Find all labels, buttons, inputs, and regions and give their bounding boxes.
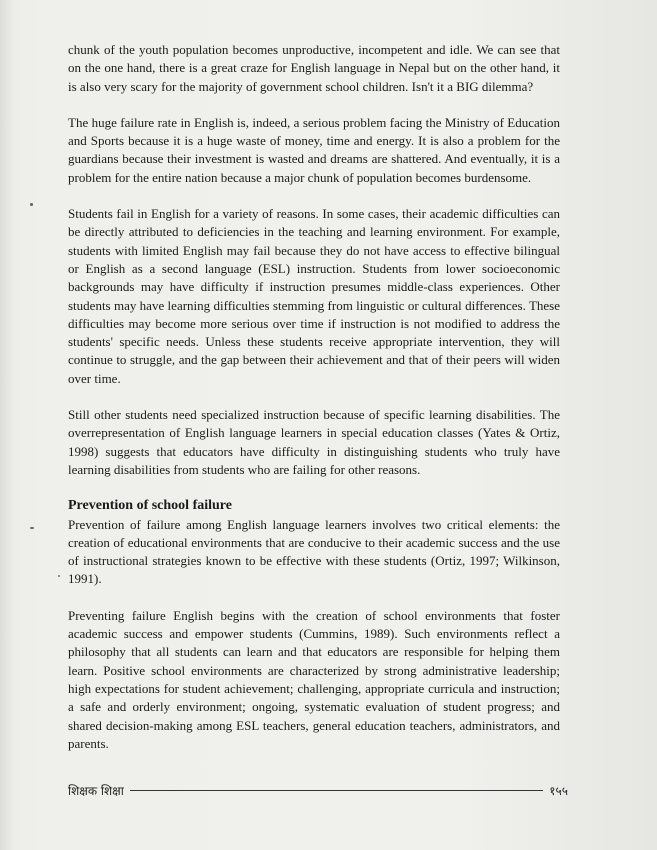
- paragraph: The huge failure rate in English is, indeed, a serious problem facing the Ministry of Education and Sports because it is a huge waste of money, time and energy. It is also a problem for the guardians because their investment is wasted and dreams are shattered. And eventually, it is a problem for the entire nation because a major chunk of population becomes burdensome.: [68, 114, 560, 185]
- paragraph: Students fail in English for a variety of reasons. In some cases, their academic difficulties can be directly attributed to deficiencies in the teaching and learning environment. For example, students with limited English may fail because they do not have access to effective bilingual or English as a second language (ESL) instruction. Students from lower socioeconomic backgrounds may have difficulty if instruction presumes middle-class experiences. Other students may have learning difficulties stemming from linguistic or cultural differences. These difficulties may become more serious over time if instruction is not modified to address the students' specific needs. Unless these students receive appropriate intervention, they will continue to struggle, and the gap between their achievement and that of their peers will widen over time.: [68, 206, 560, 386]
- page-footer: [68, 780, 568, 800]
- binding-mark: [30, 527, 34, 529]
- page-body: [68, 41, 560, 771]
- paragraph: Preventing failure English begins with the creation of school environments that foster academic success and empower students (Cummins, 1989). Such environments reflect a philosophy that all students can learn and that educators are responsible for helping them learn. Positive school environments are characterized by strong administrative leadership; high expectations for student achievement; challenging, appropriate curricula and instruction; a safe and orderly environment; ongoing, systematic evaluation of student progress; and shared decision-making among ESL teachers, general education teachers, administrators, and parents.: [68, 607, 560, 751]
- binding-mark: [30, 203, 33, 206]
- paragraph: Still other students need specialized instruction because of specific learning disabilities. The overrepresentation of English language learners in special education classes (Yates & Ortiz, 1998) suggests that educators have difficulty in distinguishing students who truly have learning disabilities from students who are failing for other reasons.: [68, 407, 560, 477]
- section-heading: Prevention of school failure: [68, 498, 232, 514]
- journal-title: शिक्षक शिक्षा: [68, 783, 124, 798]
- footer-rule: [130, 790, 543, 791]
- page-number: १५५: [549, 783, 568, 798]
- binding-mark: [58, 575, 60, 577]
- paragraph: Prevention of failure among English language learners involves two critical elements: the creation of educational environments that are conducive to their academic success and the use of instructional strategies known to be effective with these students (Ortiz, 1997; Wilkinson, 1991).: [68, 516, 560, 587]
- paragraph: chunk of the youth population becomes unproductive, incompetent and idle. We can see that on the one hand, there is a great craze for English language in Nepal but on the other hand, it is also very scary for the majority of government school children. Isn't it a BIG dilemma?: [68, 42, 560, 94]
